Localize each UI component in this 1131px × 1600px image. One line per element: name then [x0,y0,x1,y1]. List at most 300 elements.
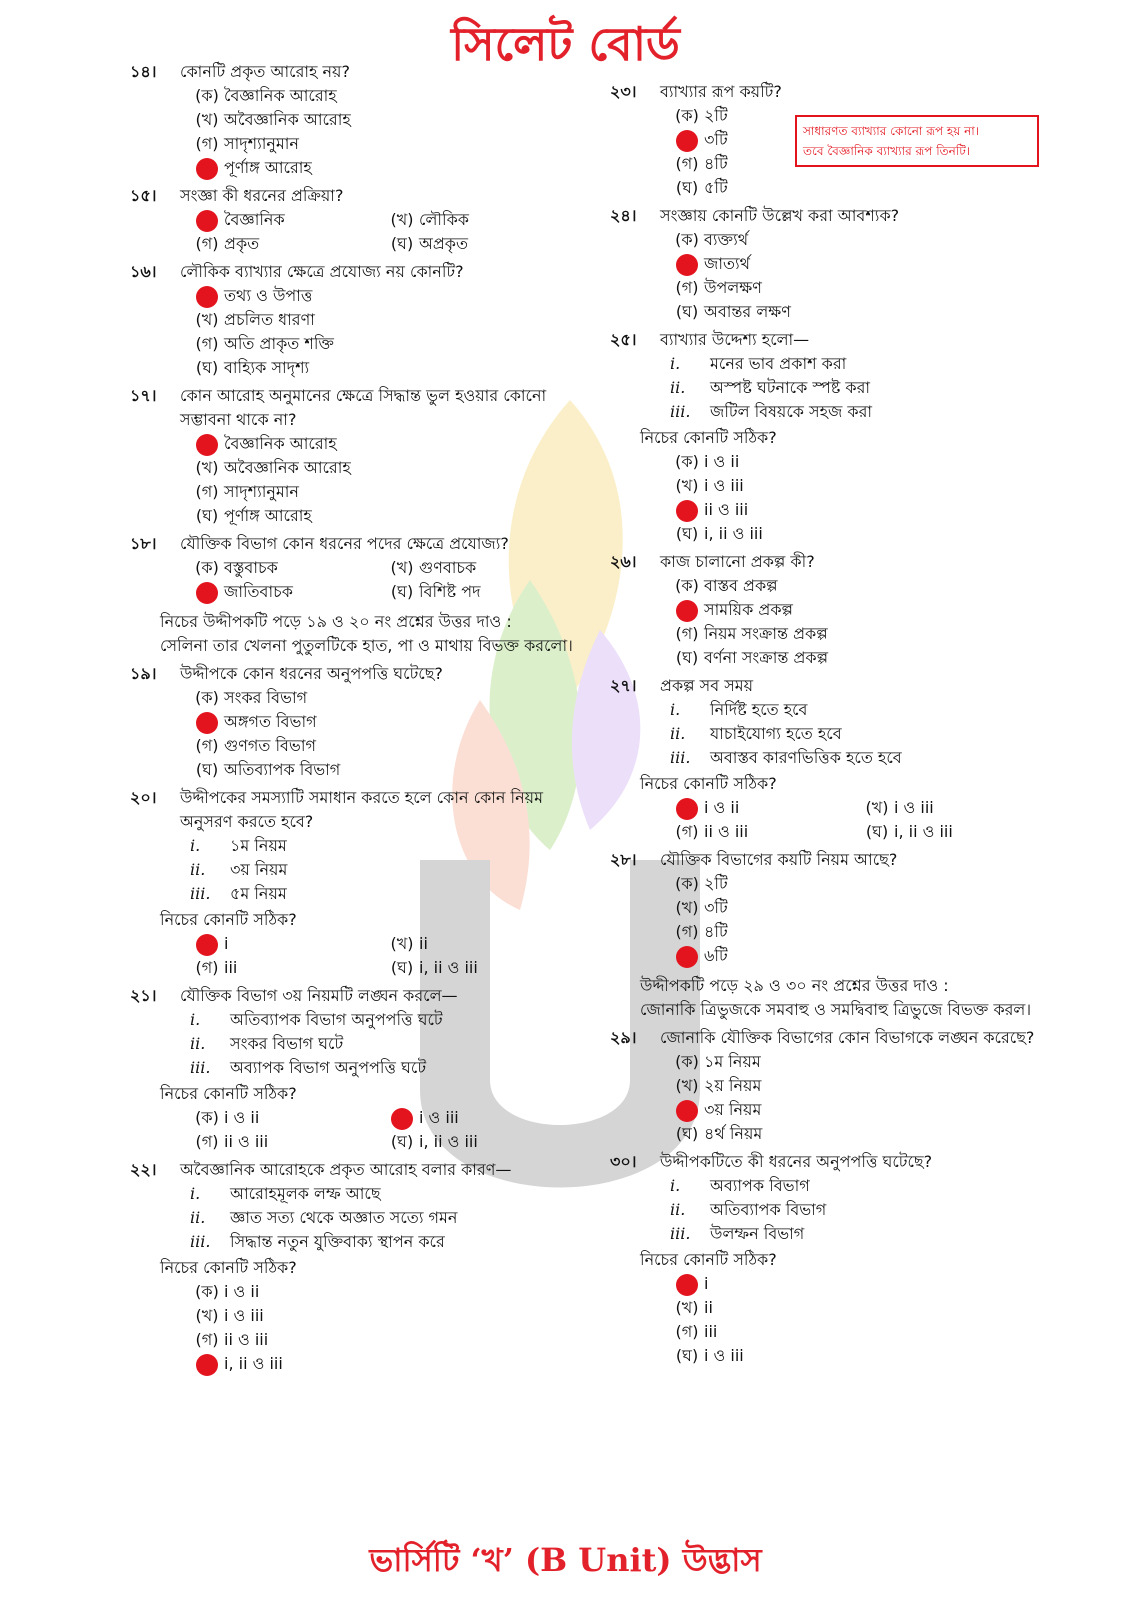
stimulus-29-30 [640,974,1050,1022]
option-text: জাতিবাচক [224,582,293,601]
option-text: i, ii ও iii [419,1132,478,1151]
option[interactable] [190,456,580,480]
option[interactable] [670,646,1050,670]
option-mark: (গ) [195,134,219,153]
option[interactable] [190,1106,385,1130]
statement-number: i. [190,836,201,855]
option[interactable] [385,932,580,956]
stimulus-text: জোনাকি ত্রিভুজকে সমবাহু ও সমদ্বিবাহু ত্রিভুজে বিভক্ত করল। [640,1000,1032,1019]
option-mark: (খ) [195,458,219,477]
option-mark: (ঘ) [195,506,219,525]
option[interactable] [190,84,580,108]
option-mark: (ঘ) [390,1132,414,1151]
option-correct[interactable] [670,498,1050,522]
option-mark: (খ) [195,110,219,129]
statement-number: iii. [670,748,691,767]
statement-number: iii. [670,402,691,421]
statement-number: i. [190,1184,201,1203]
statement [670,376,1050,400]
option-mark: (ক) [195,1282,219,1301]
question-number: ২৮। [610,850,637,869]
option-text: বস্তুবাচক [224,558,278,577]
option-correct[interactable] [190,580,385,604]
option[interactable] [670,450,1050,474]
left-column [130,60,580,1380]
option-text: ii ও iii [224,1132,269,1151]
option-mark: (খ) [675,476,699,495]
statement-text: ৩য় নিয়ম [230,860,288,879]
question-text: উদ্দীপকের সমস্যাটি সমাধান করতে হলে কোন কোন নিয়ম অনুসরণ করতে হবে? [180,788,543,831]
question-text: কোনটি প্রকৃত আরোহ নয়? [180,62,350,81]
question-number: ২৯। [610,1028,637,1047]
option[interactable] [670,1122,1050,1146]
question-18 [130,532,580,604]
option-text: নিয়ম সংক্রান্ত প্রকল্প [704,624,828,643]
option-text: অবৈজ্ঞানিক আরোহ [224,110,351,129]
option-correct[interactable] [670,1272,1050,1296]
answer-dot-icon [196,582,218,604]
statement [670,746,1050,770]
statement-text: আরোহমূলক লম্ফ আছে [230,1184,381,1203]
option[interactable] [190,1304,580,1328]
answer-dot-icon [196,712,218,734]
question-26 [610,550,1050,670]
option-text: পূর্ণাঙ্গ আরোহ [224,158,312,177]
option-mark: (ক) [195,1108,219,1127]
question-number: ২০। [130,788,157,807]
option-text: বৈজ্ঞানিক [224,210,285,229]
option-text: i, ii ও iii [704,524,763,543]
sub-question: নিচের কোনটি সঠিক? [160,910,297,929]
option[interactable] [670,896,1050,920]
statement-text: সংকর বিভাগ ঘটে [230,1034,344,1053]
option-text: গুণগত বিভাগ [224,736,316,755]
option-mark: (ক) [195,86,219,105]
stimulus-instruction: নিচের উদ্দীপকটি পড়ে ১৯ ও ২০ নং প্রশ্নের উত্তর দাও : [160,612,512,631]
question-text: অবৈজ্ঞানিক আরোহকে প্রকৃত আরোহ বলার কারণ— [180,1160,512,1179]
statement [190,834,580,858]
option-text: ৬টি [704,946,728,965]
option[interactable] [385,956,580,980]
statement-number: ii. [190,1034,206,1053]
statement [670,1198,1050,1222]
statement-number: ii. [190,860,206,879]
statement-number: ii. [190,1208,206,1227]
option[interactable] [190,1328,580,1352]
option-mark: (খ) [865,798,889,817]
question-number: ১৪। [130,62,157,81]
option[interactable] [670,474,1050,498]
statement-text: যাচাইযোগ্য হতে হবে [710,724,842,743]
answer-dot-icon [196,1354,218,1376]
option[interactable] [190,758,580,782]
stimulus-19-20 [160,610,580,658]
question-number: ১৮। [130,534,157,553]
option-text: i ও iii [894,798,934,817]
question-text: উদ্দীপকটিতে কী ধরনের অনুপপত্তি ঘটেছে? [660,1152,933,1171]
statement [190,858,580,882]
question-23 [610,80,1050,200]
statement-text: সিদ্ধান্ত নতুন যুক্তিবাক্য স্থাপন করে [230,1232,445,1251]
option[interactable] [860,820,1050,844]
option-text: ২টি [704,874,728,893]
option-mark: (ঘ) [675,1124,699,1143]
option-mark: (ঘ) [675,648,699,667]
option[interactable] [670,1344,1050,1368]
page-title: সিলেট বোর্ড [451,17,680,71]
statement-number: iii. [670,1224,691,1243]
option-mark: (ঘ) [390,234,414,253]
statement [670,698,1050,722]
option-text: ২য় নিয়ম [704,1076,762,1095]
option[interactable] [190,356,580,380]
statement [670,722,1050,746]
answer-dot-icon [196,934,218,956]
stimulus-text: সেলিনা তার খেলনা পুতুলটিকে হাত, পা ও মাথায় বিভক্ত করলো। [160,636,573,655]
option[interactable] [670,1320,1050,1344]
statement [670,352,1050,376]
answer-dot-icon [676,254,698,276]
option-mark: (ক) [195,558,219,577]
option[interactable] [190,108,580,132]
question-number: ২২। [130,1160,157,1179]
option[interactable] [670,820,860,844]
option-text: প্রচলিত ধারণা [224,310,315,329]
option[interactable] [190,232,385,256]
option-text: i ও ii [704,452,740,471]
option-text: i, ii ও iii [894,822,953,841]
option-mark: (গ) [195,334,219,353]
option[interactable] [670,522,1050,546]
option[interactable] [190,556,385,580]
option-text: i [704,1274,709,1293]
option-mark: (ঘ) [675,524,699,543]
option-text: বাস্তব প্রকল্প [704,576,778,595]
question-text: উদ্দীপকে কোন ধরনের অনুপপত্তি ঘটেছে? [180,664,443,683]
question-17 [130,384,580,528]
sub-question: নিচের কোনটি সঠিক? [640,428,777,447]
option-mark: (ঘ) [675,302,699,321]
statement-text: মনের ভাব প্রকাশ করা [710,354,847,373]
option-text: অতি প্রাকৃত শক্তি [224,334,334,353]
footer-brand: ভার্সিটি ‘খ’ (B Unit) উদ্ভাস [369,1541,762,1579]
option-mark: (গ) [675,1322,699,1341]
question-number: ১৫। [130,186,157,205]
question-30 [610,1150,1050,1368]
option-text: পূর্ণাঙ্গ আরোহ [224,506,312,525]
statement-number: ii. [670,724,686,743]
question-20 [130,786,580,980]
statement [190,882,580,906]
option-text: ii ও iii [224,1330,269,1349]
option-correct[interactable] [190,284,580,308]
option[interactable] [860,796,1050,820]
option[interactable] [670,622,1050,646]
statement-number: i. [670,354,681,373]
option[interactable] [190,308,580,332]
answer-dot-icon [391,1108,413,1130]
option-mark: (গ) [195,234,219,253]
option-text: ii ও iii [704,500,749,519]
option-text: ৫টি [704,178,728,197]
question-text: কোন আরোহ অনুমানের ক্ষেত্রে সিদ্ধান্ত ভুল হওয়ার কোনো সম্ভাবনা থাকে না? [180,386,547,429]
option-mark: (ক) [675,576,699,595]
question-text: লৌকিক ব্যাখ্যার ক্ষেত্রে প্রযোজ্য নয় কোনটি? [180,262,464,281]
option-text: ৪টি [704,154,728,173]
question-15 [130,184,580,256]
stimulus-instruction: উদ্দীপকটি পড়ে ২৯ ও ৩০ নং প্রশ্নের উত্তর দাও : [640,976,949,995]
statement-text: জ্ঞাত সত্য থেকে অজ্ঞাত সত্যে গমন [230,1208,458,1227]
option-text: i ও ii [704,798,740,817]
question-number: ১৭। [130,386,157,405]
statement [670,1174,1050,1198]
option-text: বৈজ্ঞানিক আরোহ [224,434,337,453]
option-text: i, ii ও iii [224,1354,283,1373]
option-text: ৩টি [704,898,728,917]
question-27 [610,674,1050,844]
option[interactable] [670,920,1050,944]
question-text: যৌক্তিক বিভাগ ৩য় নিয়মটি লঙ্ঘন করলে— [180,986,458,1005]
option-mark: (ঘ) [195,760,219,779]
option-mark: (খ) [675,1076,699,1095]
option-mark: (ক) [675,1052,699,1071]
question-14 [130,60,580,180]
option-mark: (ক) [675,452,699,471]
option-mark: (ক) [675,106,699,125]
option[interactable] [670,872,1050,896]
option-mark: (খ) [195,310,219,329]
option[interactable] [670,228,1050,252]
sub-question: নিচের কোনটি সঠিক? [160,1258,297,1277]
question-text: যৌক্তিক বিভাগের কয়টি নিয়ম আছে? [660,850,898,869]
option-text: iii [224,958,238,977]
option-mark: (ঘ) [390,582,414,601]
question-16 [130,260,580,380]
question-text: ব্যাখ্যার রূপ কয়টি? [660,82,782,101]
option[interactable] [190,1280,580,1304]
option-mark: (গ) [675,822,699,841]
question-29 [610,1026,1050,1146]
option-correct[interactable] [670,796,860,820]
answer-dot-icon [676,798,698,820]
option[interactable] [385,580,580,604]
question-24 [610,204,1050,324]
statement [190,1008,580,1032]
sub-question: নিচের কোনটি সঠিক? [640,1250,777,1269]
option[interactable] [670,1074,1050,1098]
statement-text: অস্পষ্ট ঘটনাকে স্পষ্ট করা [710,378,871,397]
option-mark: (গ) [675,624,699,643]
option-correct[interactable] [190,208,385,232]
option-text: লৌকিক [419,210,469,229]
option[interactable] [190,504,580,528]
question-number: ২৪। [610,206,637,225]
option-text: বিশিষ্ট পদ [419,582,481,601]
statement [670,1222,1050,1246]
option-text: অবান্তর লক্ষণ [704,302,791,321]
option[interactable] [190,332,580,356]
question-number: ১৯। [130,664,157,683]
statement-text: উলম্ফন বিভাগ [710,1224,805,1243]
option-text: i ও iii [224,1306,264,1325]
option-text: ৩টি [704,130,728,149]
statement-text: অব্যাপক বিভাগ [710,1176,810,1195]
question-25 [610,328,1050,546]
option-text: ii ও iii [704,822,749,841]
option[interactable] [670,104,1050,128]
option-text: ৪র্থ নিয়ম [704,1124,763,1143]
option[interactable] [670,1050,1050,1074]
option-mark: (গ) [195,736,219,755]
option-mark: (খ) [675,898,699,917]
option-mark: (খ) [390,210,414,229]
option-text: অবৈজ্ঞানিক আরোহ [224,458,351,477]
option-correct[interactable] [190,1352,580,1376]
option-correct[interactable] [190,932,385,956]
option-correct[interactable] [385,1106,580,1130]
option-mark: (গ) [195,958,219,977]
question-text: সংজ্ঞায় কোনটি উল্লেখ করা আবশ্যক? [660,206,900,225]
question-text: জোনাকি যৌক্তিক বিভাগের কোন বিভাগকে লঙ্ঘন করেছে? [660,1028,1035,1047]
option[interactable] [385,556,580,580]
option[interactable] [190,686,580,710]
answer-dot-icon [676,500,698,522]
option-correct[interactable] [670,128,1050,152]
option-text: বর্ণনা সংক্রান্ত প্রকল্প [704,648,829,667]
statement [190,1056,580,1080]
sub-question: নিচের কোনটি সঠিক? [160,1084,297,1103]
option-text: অঙ্গগত বিভাগ [224,712,317,731]
option-mark: (গ) [195,1132,219,1151]
answer-dot-icon [196,210,218,232]
option-text: i ও iii [419,1108,459,1127]
option-text: ১ম নিয়ম [704,1052,761,1071]
question-number: ৩০। [610,1152,637,1171]
option-text: i ও ii [224,1282,260,1301]
statement-text: অতিব্যাপক বিভাগ অনুপপত্তি ঘটে [230,1010,443,1029]
option-correct[interactable] [670,598,1050,622]
option-text: ii [419,934,428,953]
option-mark: (ঘ) [195,358,219,377]
statement-number: i. [670,700,681,719]
option-correct[interactable] [190,432,580,456]
question-19 [130,662,580,782]
question-number: ২৭। [610,676,637,695]
option-correct[interactable] [670,252,1050,276]
question-28 [610,848,1050,968]
statement-text: ১ম নিয়ম [230,836,287,855]
option[interactable] [670,276,1050,300]
option-mark: (ঘ) [675,1346,699,1365]
option-text: ii [704,1298,713,1317]
option[interactable] [190,956,385,980]
statement [190,1206,580,1230]
option[interactable] [190,1130,385,1154]
option[interactable] [190,132,580,156]
statement [190,1032,580,1056]
option-text: i, ii ও iii [419,958,478,977]
statement-number: iii. [190,884,211,903]
option-text: ৪টি [704,922,728,941]
option-text: ব্যক্ত্যর্থ [704,230,749,249]
option-correct[interactable] [670,944,1050,968]
question-number: ২১। [130,986,157,1005]
option-mark: (ঘ) [865,822,889,841]
option-mark: (ক) [675,230,699,249]
option[interactable] [190,734,580,758]
statement-text: নির্দিষ্ট হতে হবে [710,700,808,719]
statement-number: iii. [190,1232,211,1251]
option[interactable] [385,208,580,232]
statement-text: অতিব্যাপক বিভাগ [710,1200,827,1219]
answer-dot-icon [676,130,698,152]
statement-number: ii. [670,1200,686,1219]
option[interactable] [670,176,1050,200]
option-mark: (গ) [675,922,699,941]
option[interactable] [385,1130,580,1154]
option-mark: (গ) [675,278,699,297]
option-text: i [224,934,229,953]
option-mark: (খ) [675,1298,699,1317]
option-correct[interactable] [190,710,580,734]
option[interactable] [670,1296,1050,1320]
statement [190,1182,580,1206]
answer-dot-icon [196,286,218,308]
option[interactable] [385,232,580,256]
option-text: ৩য় নিয়ম [704,1100,762,1119]
option-mark: (ক) [675,874,699,893]
question-22 [130,1158,580,1376]
answer-dot-icon [676,1274,698,1296]
statement [190,1230,580,1254]
option-mark: (ক) [195,688,219,707]
question-number: ২৬। [610,552,637,571]
answer-dot-icon [196,158,218,180]
option-correct[interactable] [190,156,580,180]
statement-number: ii. [670,378,686,397]
question-number: ২৫। [610,330,637,349]
option-correct[interactable] [670,1098,1050,1122]
question-text: সংজ্ঞা কী ধরনের প্রক্রিয়া? [180,186,344,205]
statement-number: i. [190,1010,201,1029]
option[interactable] [670,300,1050,324]
option-text: গুণবাচক [419,558,477,577]
option[interactable] [670,152,1050,176]
statement [670,400,1050,424]
option-text: iii [704,1322,718,1341]
option-text: i ও ii [224,1108,260,1127]
option-mark: (খ) [390,558,414,577]
answer-dot-icon [676,946,698,968]
question-text: প্রকল্প সব সময় [660,676,754,695]
option-text: i ও iii [704,476,744,495]
option-mark: (খ) [195,1306,219,1325]
statement-text: অবাস্তব কারণভিত্তিক হতে হবে [710,748,902,767]
question-number: ১৬। [130,262,157,281]
option-mark: (ঘ) [675,178,699,197]
option-mark: (খ) [390,934,414,953]
option[interactable] [670,574,1050,598]
statement-number: i. [670,1176,681,1195]
option-mark: (গ) [675,154,699,173]
option[interactable] [190,480,580,504]
option-text: জাত্যর্থ [704,254,750,273]
answer-dot-icon [676,1100,698,1122]
option-text: i ও iii [704,1346,744,1365]
option-text: অতিব্যাপক বিভাগ [224,760,341,779]
question-21 [130,984,580,1154]
answer-dot-icon [676,600,698,622]
